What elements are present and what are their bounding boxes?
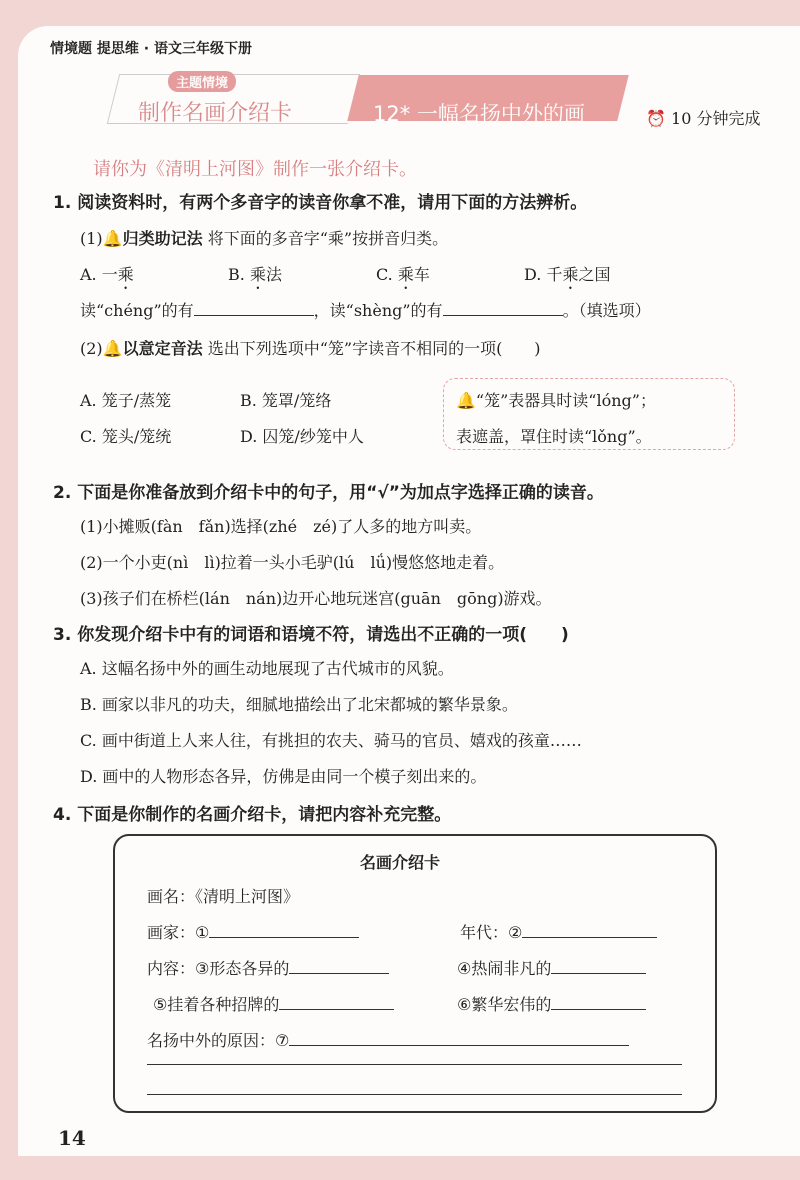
card-reason: 名扬中外的原因：⑦ (147, 1028, 629, 1051)
q1-part2: (2)🔔以意定音法 选出下列选项中“笼”字读音不相同的一项( ) (80, 339, 541, 358)
timer (646, 106, 760, 129)
q2-stem: 2. 下面是你准备放到介绍卡中的句子，用“√”为加点字选择正确的读音。 (53, 483, 604, 503)
q3-option: A. 这幅名扬中外的画生动地展现了古代城市的风貌。 (80, 659, 454, 678)
card-content-3: 内容：③形态各异的 (147, 956, 389, 979)
q3-stem: 3. 你发现介绍卡中有的词语和语境不符，请选出不正确的一项( ) (53, 625, 569, 645)
q2-item: (2)一个小吏(nì lì)拉着一头小毛驴(lú lǘ)慢悠悠地走着。 (80, 553, 505, 572)
q1-part1: (1)🔔归类助记法 将下面的多音字“乘”按拼音归类。 (80, 229, 449, 248)
answer-blank[interactable] (289, 1031, 629, 1046)
answer-blank[interactable] (443, 301, 563, 316)
bell-icon: 🔔 (102, 339, 123, 358)
q3-option: B. 画家以非凡的功夫，细腻地描绘出了北宋都城的繁华景象。 (80, 695, 518, 714)
card-content-4: ④热闹非凡的 (457, 956, 646, 979)
theme-title: 制作名画介绍卡 (138, 101, 293, 126)
tip-line-1: 🔔“笼”表器具时读“lóng”； (456, 391, 656, 410)
q1-stem: 1. 阅读资料时，有两个多音字的读音你拿不准，请用下面的方法辨析。 (53, 193, 588, 213)
q1-option-c: C. 乘车 (376, 265, 430, 284)
q3-option: D. 画中的人物形态各异，仿佛是由同一个模子刻出来的。 (80, 767, 487, 786)
lesson-title: 12* 一幅名扬中外的画 (373, 102, 585, 126)
q1-option-b: B. 乘法 (228, 265, 282, 284)
q4-stem: 4. 下面是你制作的名画介绍卡，请把内容补充完整。 (53, 805, 452, 825)
answer-line[interactable] (147, 1050, 682, 1065)
answer-line[interactable] (147, 1080, 682, 1095)
q2-item: (1)小摊贩(fàn fǎn)选择(zhé zé)了人多的地方叫卖。 (80, 517, 482, 536)
card-content-5: ⑤挂着各种招牌的 (153, 992, 394, 1015)
answer-blank[interactable] (194, 301, 314, 316)
worksheet-page (18, 26, 800, 1156)
q3-option: C. 画中街道上人来人往，有挑担的农夫、骑马的官员、嬉戏的孩童…… (80, 731, 582, 750)
q1-option2-b: B. 笼罩/笼络 (240, 391, 332, 410)
q2-item: (3)孩子们在桥栏(lán nán)边开心地玩迷宫(guān gōng)游戏。 (80, 589, 552, 608)
answer-blank[interactable] (289, 959, 389, 974)
answer-blank[interactable] (279, 995, 394, 1010)
q1-option2-c: C. 笼头/笼统 (80, 427, 172, 446)
answer-blank[interactable] (209, 923, 359, 938)
bell-icon: 🔔 (102, 229, 123, 248)
answer-blank[interactable] (551, 959, 646, 974)
q1-option-a: A. 一乘 (80, 265, 134, 284)
theme-tag: 主题情境 (168, 71, 236, 92)
card-painter: 画家：① (147, 920, 359, 943)
intro-card (113, 834, 717, 1113)
bell-icon: 🔔 (456, 391, 476, 410)
book-header: 情境题 提思维 · 语文三年级下册 (50, 41, 252, 57)
alarm-clock-icon: ⏰ (646, 109, 666, 128)
timer-text: 10 分钟完成 (671, 109, 761, 128)
intro-text: 请你为《清明上河图》制作一张介绍卡。 (93, 159, 417, 180)
answer-blank[interactable] (522, 923, 657, 938)
card-content-6: ⑥繁华宏伟的 (457, 992, 646, 1015)
tip-line-2: 表遮盖，罩住时读“lǒng”。 (456, 427, 652, 446)
q1-option-d: D. 千乘之国 (524, 265, 611, 284)
answer-blank[interactable] (551, 995, 646, 1010)
card-era: 年代：② (460, 920, 657, 943)
q1-option2-d: D. 囚笼/纱笼中人 (240, 427, 364, 446)
q1-fill-line: 读“chéng”的有 ，读“shèng”的有 。（填选项） (80, 301, 651, 320)
q1-option2-a: A. 笼子/蒸笼 (80, 391, 172, 410)
card-painting-name: 画名：《清明上河图》 (147, 887, 300, 906)
page-number: 14 (58, 1126, 86, 1150)
card-title: 名画介绍卡 (360, 853, 441, 872)
